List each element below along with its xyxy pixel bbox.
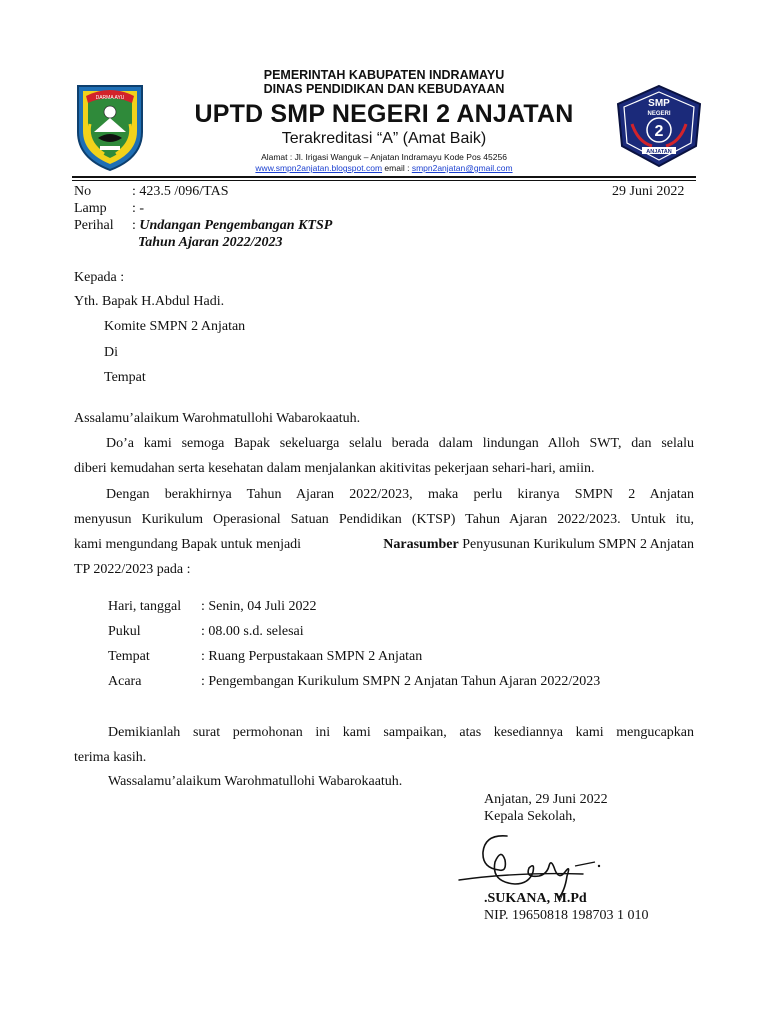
- perihal-line1: Undangan Pengembangan KTSP: [139, 218, 333, 233]
- letterhead-rule-thin: [72, 180, 696, 181]
- perihal-colon: :: [132, 218, 140, 233]
- perihal-value: [132, 217, 332, 234]
- letterhead-department: DINAS PENDIDIKAN DAN KEBUDAYAAN: [263, 82, 505, 96]
- perihal-line2: Tahun Ajaran 2022/2023: [138, 235, 283, 250]
- greeting: Assalamu’alaikum Warohmatullohi Wabarokaatuh.: [74, 411, 361, 426]
- signature-position: Kepala Sekolah,: [484, 809, 576, 824]
- letterhead-accreditation: Terakreditasi “A” (Amat Baik): [281, 130, 487, 147]
- recipient-di: Di: [104, 345, 118, 360]
- signatory-nip: NIP. 19650818 198703 1 010: [484, 908, 649, 923]
- svg-text:DARMA AYU: DARMA AYU: [95, 95, 125, 101]
- letterhead-school-name: UPTD SMP NEGERI 2 ANJATAN: [194, 100, 574, 128]
- regency-emblem-icon: [72, 80, 148, 177]
- letter-date: 29 Juni 2022: [612, 184, 685, 199]
- recipient-name: Yth. Bapak H.Abdul Hadi.: [74, 294, 225, 309]
- role-narasumber: Narasumber: [383, 537, 459, 552]
- svg-text:ANJATAN: ANJATAN: [646, 149, 672, 155]
- paragraph2-line4: TP 2022/2023 pada :: [74, 562, 191, 577]
- detail-place-value: : Ruang Perpustakaan SMPN 2 Anjatan: [201, 649, 423, 664]
- closing-line1: Demikianlah surat permohonan ini kami sampaikan, atas kesediannya kami mengucapkan: [108, 725, 694, 740]
- recipient-place: Tempat: [104, 370, 146, 385]
- school-badge-icon: [612, 84, 706, 173]
- website-link[interactable]: www.smpn2anjatan.blogspot.com: [255, 163, 383, 173]
- detail-time-value: : 08.00 s.d. selesai: [201, 624, 304, 639]
- recipient-kepada: Kepada :: [74, 270, 125, 285]
- lamp-value: : -: [132, 201, 145, 216]
- perihal-label: Perihal: [74, 218, 114, 233]
- detail-time-label: Pukul: [108, 624, 141, 639]
- paragraph2-line3-start: kami mengundang Bapak untuk menjadi: [74, 537, 302, 552]
- paragraph1-line1: Do’a kami semoga Bapak sekeluarga selalu berada dalam lindungan Alloh SWT, dan selalu: [106, 436, 694, 451]
- detail-day-value: : Senin, 04 Juli 2022: [201, 599, 317, 614]
- closing-line2: terima kasih.: [74, 750, 147, 765]
- signatory-name: .SUKANA, M.Pd: [484, 891, 587, 906]
- letterhead-address: Alamat : Jl. Irigasi Wanguk – Anjatan Indramayu Kode Pos 45256: [261, 152, 507, 162]
- paragraph1-line2: diberi kemudahan serta kesehatan dalam menjalankan akitivitas pekerjaan sehari-hari, amiin.: [74, 461, 595, 476]
- email-label: email :: [382, 163, 412, 173]
- paragraph2-line1: Dengan berakhirnya Tahun Ajaran 2022/2023, maka perlu kiranya SMPN 2 Anjatan: [106, 487, 694, 502]
- paragraph2-line2: menyusun Kurikulum Operasional Satuan Pendidikan (KTSP) Tahun Ajaran 2022/2023. Untuk itu,: [74, 512, 694, 527]
- lamp-label: Lamp: [74, 201, 107, 216]
- signature-place-date: Anjatan, 29 Juni 2022: [484, 792, 608, 807]
- svg-text:2: 2: [654, 123, 664, 140]
- farewell: Wassalamu’alaikum Warohmatullohi Wabarokaatuh.: [108, 774, 403, 789]
- letterhead-rule-thick: [72, 176, 696, 178]
- detail-event-value: : Pengembangan Kurikulum SMPN 2 Anjatan Tahun Ajaran 2022/2023: [201, 674, 601, 689]
- recipient-committee: Komite SMPN 2 Anjatan: [104, 319, 246, 334]
- email-link[interactable]: smpn2anjatan@gmail.com: [411, 163, 513, 173]
- svg-text:SMP: SMP: [648, 98, 670, 109]
- detail-day-label: Hari, tanggal: [108, 599, 182, 614]
- paragraph2-line3: [74, 536, 694, 553]
- detail-event-label: Acara: [108, 674, 142, 689]
- no-label: No: [74, 184, 92, 199]
- letterhead-government: PEMERINTAH KABUPATEN INDRAMAYU: [263, 68, 505, 82]
- svg-text:NEGERI: NEGERI: [647, 111, 671, 117]
- letterhead-contacts: [150, 163, 618, 173]
- paragraph2-line3-end: Penyusunan Kurikulum SMPN 2 Anjatan: [462, 537, 694, 552]
- detail-place-label: Tempat: [108, 649, 150, 664]
- no-value: : 423.5 /096/TAS: [132, 184, 229, 199]
